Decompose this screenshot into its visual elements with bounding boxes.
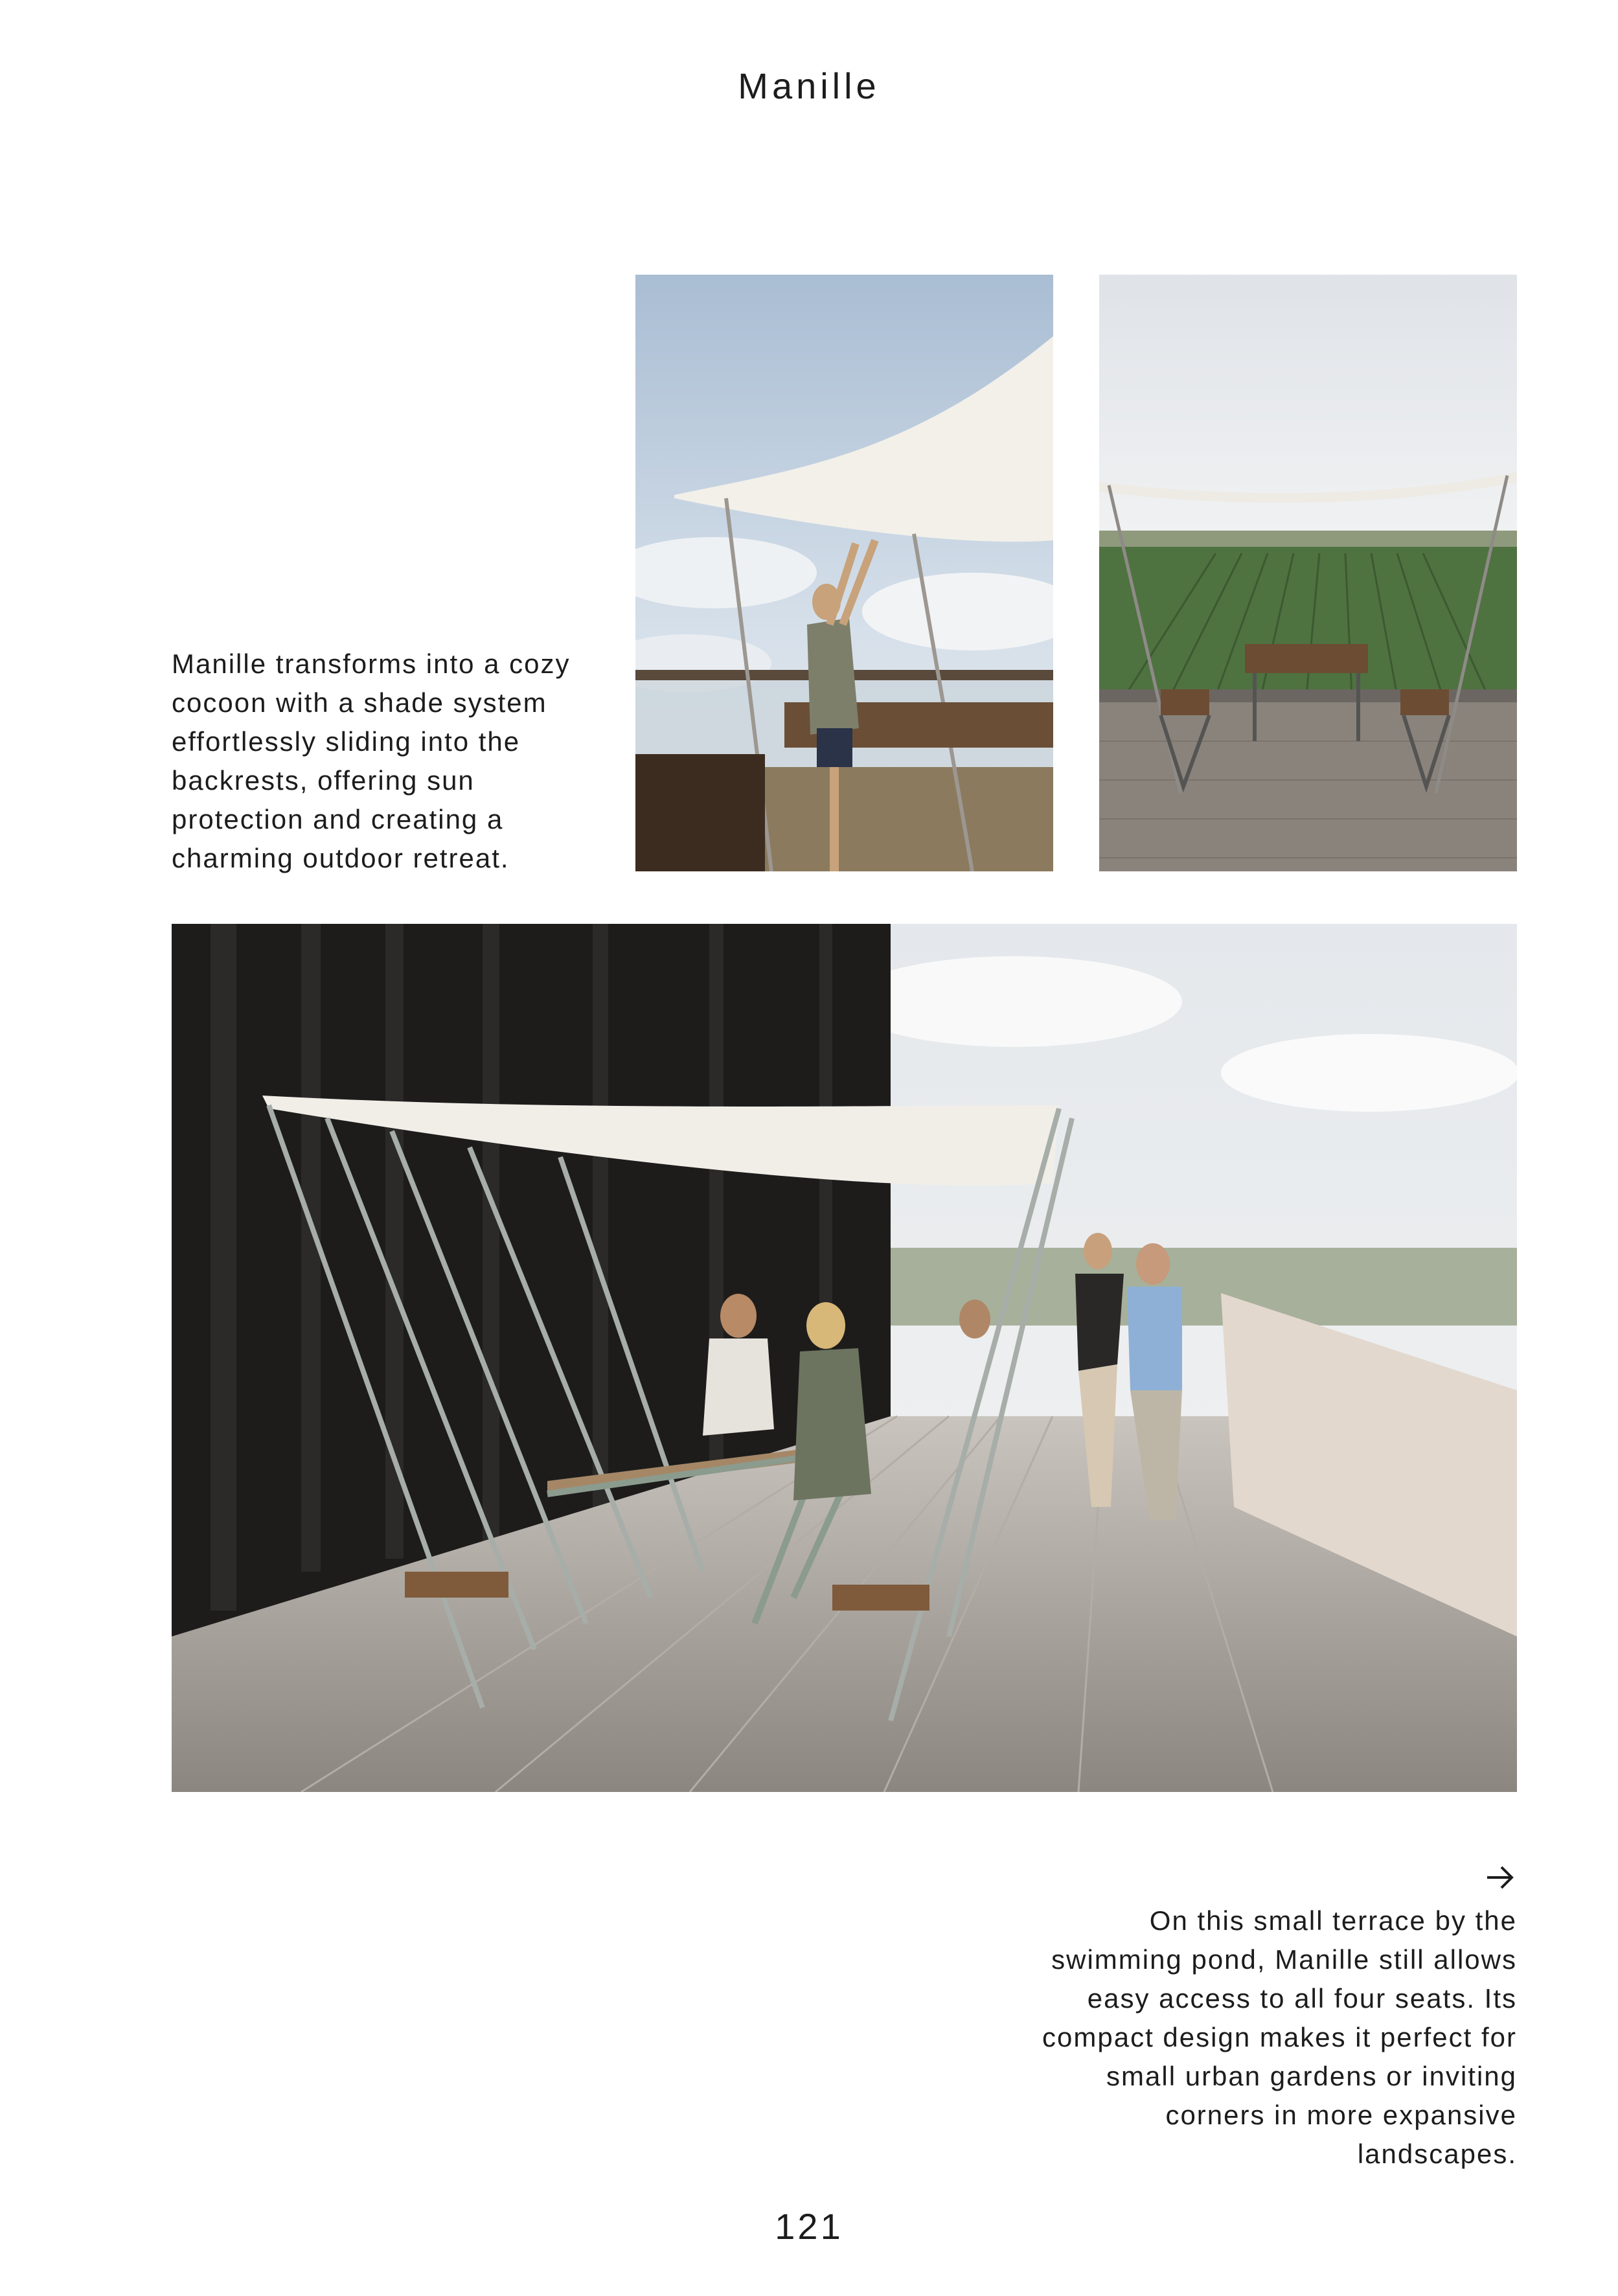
caption-left: Manille transforms into a cozy cocoon with a shade system effortlessly sliding into the backrests, offering sun protection and creating a charming outdoor retreat.	[172, 649, 571, 873]
page-title: Manille	[738, 65, 880, 106]
photo-terrace-people	[172, 924, 1517, 1792]
photo-table-vineyard	[1099, 275, 1517, 871]
arrow-right-icon	[1483, 1861, 1517, 1894]
photo-woman-adjusting-shade	[635, 275, 1053, 871]
page-number: 121	[775, 2206, 843, 2247]
caption-right: On this small terrace by the swimming pond, Manille still allows easy access to all four seats. Its compact design makes it perfect for small urban gardens or inviting corners in more expansive landscapes.	[1042, 1905, 1517, 2169]
